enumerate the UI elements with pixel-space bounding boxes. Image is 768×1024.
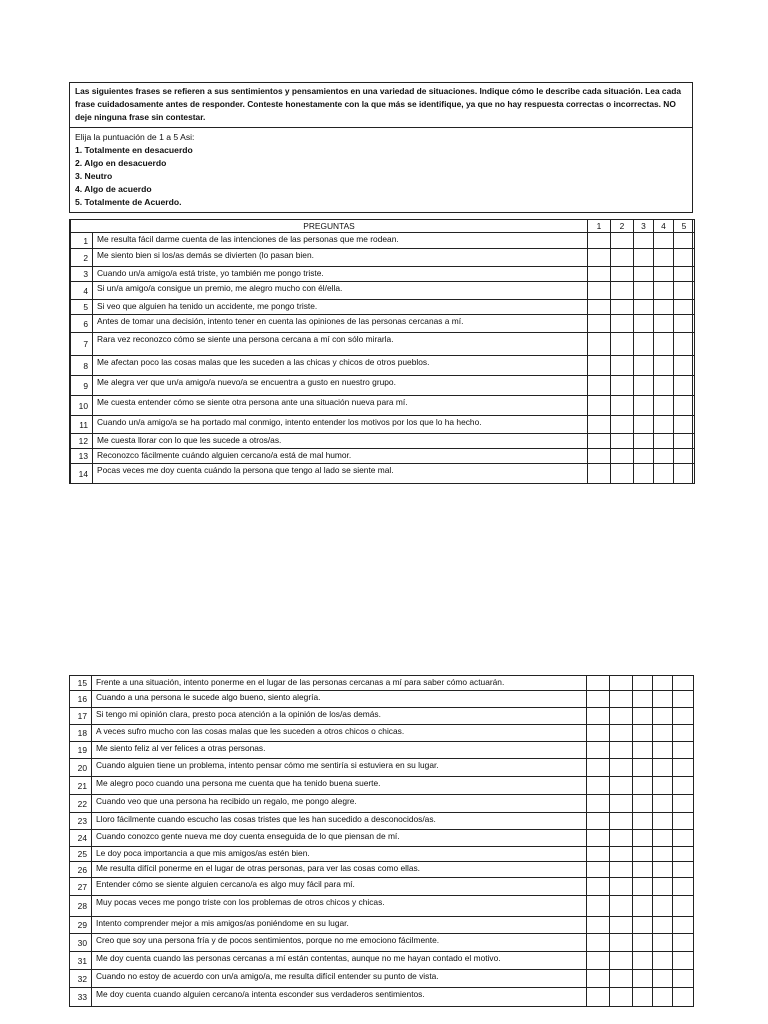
score-cell-3[interactable]	[633, 725, 653, 742]
score-cell-4[interactable]	[653, 691, 673, 708]
score-cell-5[interactable]	[674, 315, 695, 333]
question-text: Intento comprender mejor a mis amigos/as poniéndome en su lugar.	[92, 917, 587, 934]
score-cell-2[interactable]	[610, 777, 633, 795]
scale-option-1: 1. Totalmente en desacuerdo	[75, 145, 193, 155]
question-number: 19	[70, 742, 92, 759]
score-cell-4[interactable]	[654, 267, 674, 282]
question-row	[71, 233, 695, 249]
score-cell-4[interactable]	[654, 300, 674, 315]
score-cell-4[interactable]	[653, 847, 673, 862]
score-cell-3[interactable]	[634, 434, 654, 449]
question-number: 5	[71, 300, 93, 315]
question-number: 6	[71, 315, 93, 333]
score-cell-4[interactable]	[654, 449, 674, 464]
question-text: Cuando alguien tiene un problema, intento pensar cómo me sentiría si estuviera en su lugar.	[92, 759, 587, 777]
score-cell-2[interactable]	[610, 676, 633, 691]
question-text: Cuando un/a amigo/a está triste, yo también me pongo triste.	[93, 267, 588, 282]
score-cell-1[interactable]	[587, 847, 610, 862]
score-cell-2[interactable]	[611, 416, 634, 434]
scale-title: Elija la puntuación de 1 a 5 Asi:	[75, 132, 195, 142]
question-text: Me afectan poco las cosas malas que les suceden a las chicas y chicos de otros pueblos.	[93, 356, 588, 376]
score-cell-5[interactable]	[674, 267, 695, 282]
score-cell-5[interactable]	[673, 759, 694, 777]
score-cell-2[interactable]	[610, 830, 633, 847]
question-row	[70, 691, 694, 708]
score-cell-4[interactable]	[654, 416, 674, 434]
score-cell-2[interactable]	[610, 847, 633, 862]
question-number: 13	[71, 449, 93, 464]
question-number: 2	[71, 249, 93, 267]
question-text: Muy pocas veces me pongo triste con los problemas de otros chicos y chicas.	[92, 896, 587, 917]
score-cell-4[interactable]	[653, 795, 673, 813]
score-cell-4[interactable]	[653, 862, 673, 878]
question-row	[70, 708, 694, 725]
question-number: 1	[71, 233, 93, 249]
question-row	[70, 917, 694, 934]
score-cell-2[interactable]	[610, 988, 633, 1007]
score-cell-2[interactable]	[610, 708, 633, 725]
score-cell-4[interactable]	[654, 333, 674, 356]
question-number: 3	[71, 267, 93, 282]
score-cell-5[interactable]	[673, 708, 694, 725]
question-row	[70, 759, 694, 777]
score-cell-1[interactable]	[587, 896, 610, 917]
question-text: Me siento bien si los/as demás se divierten (lo pasan bien.	[93, 249, 588, 267]
score-cell-2[interactable]	[611, 449, 634, 464]
score-cell-1[interactable]	[587, 878, 610, 896]
score-cell-3[interactable]	[634, 416, 654, 434]
score-cell-4[interactable]	[654, 249, 674, 267]
score-cell-5[interactable]	[673, 896, 694, 917]
question-text: Me alegra ver que un/a amigo/a nuevo/a se encuentra a gusto en nuestro grupo.	[93, 376, 588, 396]
score-cell-1[interactable]	[588, 300, 611, 315]
instructions-box	[69, 82, 693, 213]
score-cell-4[interactable]	[653, 970, 673, 988]
score-cell-2[interactable]	[610, 862, 633, 878]
question-number: 25	[70, 847, 92, 862]
questionnaire-table-part2	[69, 675, 693, 1007]
score-cell-2[interactable]	[611, 233, 634, 249]
score-cell-2[interactable]	[610, 691, 633, 708]
question-number: 26	[70, 862, 92, 878]
question-text: Si un/a amigo/a consigue un premio, me alegro mucho con él/ella.	[93, 282, 588, 300]
question-text: Me cuesta llorar con lo que les sucede a otros/as.	[93, 434, 588, 449]
question-number: 11	[71, 416, 93, 434]
score-cell-4[interactable]	[654, 315, 674, 333]
score-cell-2[interactable]	[611, 376, 634, 396]
question-row	[71, 416, 695, 434]
question-number: 24	[70, 830, 92, 847]
score-cell-2[interactable]	[611, 396, 634, 416]
score-cell-5[interactable]	[674, 396, 695, 416]
score-cell-1[interactable]	[588, 356, 611, 376]
question-text: Rara vez reconozco cómo se siente una persona cercana a mí con sólo mirarla.	[93, 333, 588, 356]
score-cell-3[interactable]	[634, 449, 654, 464]
question-row	[70, 725, 694, 742]
score-cell-3[interactable]	[634, 376, 654, 396]
question-number: 27	[70, 878, 92, 896]
question-text: Lloro fácilmente cuando escucho las cosas tristes que les han sucedido a desconocidos/as.	[92, 813, 587, 830]
question-row	[70, 777, 694, 795]
score-cell-1[interactable]	[587, 742, 610, 759]
score-cell-3[interactable]	[633, 813, 653, 830]
scale-option-3: 3. Neutro	[75, 171, 113, 181]
question-row	[71, 464, 695, 484]
question-row	[71, 396, 695, 416]
question-number: 20	[70, 759, 92, 777]
question-row	[71, 300, 695, 315]
score-cell-1[interactable]	[588, 233, 611, 249]
score-cell-5[interactable]	[673, 830, 694, 847]
score-cell-4[interactable]	[654, 434, 674, 449]
score-cell-5[interactable]	[673, 878, 694, 896]
questionnaire-table-part1	[69, 219, 693, 484]
score-cell-1[interactable]	[587, 759, 610, 777]
score-cell-3[interactable]	[633, 988, 653, 1007]
question-row	[71, 356, 695, 376]
question-row	[70, 862, 694, 878]
question-number: 9	[71, 376, 93, 396]
score-cell-3[interactable]	[634, 249, 654, 267]
score-cell-1[interactable]	[588, 267, 611, 282]
question-row	[71, 434, 695, 449]
score-cell-5[interactable]	[673, 725, 694, 742]
score-cell-3[interactable]	[633, 742, 653, 759]
question-text: Cuando veo que una persona ha recibido un regalo, me pongo alegre.	[92, 795, 587, 813]
question-text: Si tengo mi opinión clara, presto poca atención a la opinión de los/as demás.	[92, 708, 587, 725]
score-header-3: 3	[634, 220, 654, 233]
score-header-4: 4	[654, 220, 674, 233]
question-text: Entender cómo se siente alguien cercano/a es algo muy fácil para mí.	[92, 878, 587, 896]
score-cell-1[interactable]	[588, 249, 611, 267]
question-text: Pocas veces me doy cuenta cuándo la persona que tengo al lado se siente mal.	[93, 464, 588, 484]
question-text: Cuando un/a amigo/a se ha portado mal conmigo, intento entender los motivos por los que lo ha hecho.	[93, 416, 588, 434]
score-cell-3[interactable]	[634, 315, 654, 333]
question-text: Frente a una situación, intento ponerme en el lugar de las personas cercanas a mí para saber cómo actuarán.	[92, 676, 587, 691]
score-cell-3[interactable]	[634, 300, 654, 315]
score-cell-5[interactable]	[673, 795, 694, 813]
score-cell-3[interactable]	[633, 676, 653, 691]
question-text: Me siento feliz al ver felices a otras personas.	[92, 742, 587, 759]
score-cell-3[interactable]	[633, 847, 653, 862]
score-cell-3[interactable]	[633, 952, 653, 970]
score-cell-3[interactable]	[633, 878, 653, 896]
score-cell-5[interactable]	[674, 449, 695, 464]
table-header-row	[71, 220, 695, 233]
question-row	[70, 847, 694, 862]
score-cell-4[interactable]	[653, 878, 673, 896]
score-cell-4[interactable]	[653, 813, 673, 830]
scale-option-5: 5. Totalmente de Acuerdo.	[75, 197, 182, 207]
question-row	[71, 282, 695, 300]
question-text: Me doy cuenta cuando alguien cercano/a intenta esconder sus verdaderos sentimientos.	[92, 988, 587, 1007]
question-row	[71, 249, 695, 267]
score-cell-2[interactable]	[611, 315, 634, 333]
question-number: 30	[70, 934, 92, 952]
score-cell-5[interactable]	[674, 300, 695, 315]
question-number: 16	[70, 691, 92, 708]
score-cell-3[interactable]	[634, 233, 654, 249]
scale-option-2: 2. Algo en desacuerdo	[75, 158, 167, 168]
score-cell-3[interactable]	[634, 356, 654, 376]
score-cell-1[interactable]	[587, 725, 610, 742]
question-row	[70, 742, 694, 759]
score-cell-2[interactable]	[611, 464, 634, 484]
score-cell-2[interactable]	[610, 742, 633, 759]
question-text: Me resulta difícil ponerme en el lugar de otras personas, para ver las cosas como ellas.	[92, 862, 587, 878]
score-cell-5[interactable]	[673, 676, 694, 691]
score-header-1: 1	[588, 220, 611, 233]
score-cell-4[interactable]	[653, 708, 673, 725]
question-text: Me cuesta entender cómo se siente otra persona ante una situación nueva para mí.	[93, 396, 588, 416]
score-cell-5[interactable]	[674, 434, 695, 449]
score-cell-2[interactable]	[611, 356, 634, 376]
score-cell-3[interactable]	[633, 708, 653, 725]
score-cell-3[interactable]	[633, 934, 653, 952]
score-cell-1[interactable]	[587, 934, 610, 952]
score-cell-5[interactable]	[673, 862, 694, 878]
question-text: Me alegro poco cuando una persona me cuenta que ha tenido buena suerte.	[92, 777, 587, 795]
question-text: Antes de tomar una decisión, intento tener en cuenta las opiniones de las personas cercanas a mí.	[93, 315, 588, 333]
question-row	[71, 376, 695, 396]
score-cell-2[interactable]	[611, 282, 634, 300]
question-text: Reconozco fácilmente cuándo alguien cercano/a está de mal humor.	[93, 449, 588, 464]
question-row	[70, 988, 694, 1007]
question-text: A veces sufro mucho con las cosas malas que les suceden a otros chicos o chicas.	[92, 725, 587, 742]
score-cell-4[interactable]	[654, 356, 674, 376]
question-row	[71, 449, 695, 464]
score-cell-3[interactable]	[634, 464, 654, 484]
score-cell-3[interactable]	[633, 862, 653, 878]
score-cell-2[interactable]	[611, 333, 634, 356]
question-text: Si veo que alguien ha tenido un accidente, me pongo triste.	[93, 300, 588, 315]
score-cell-4[interactable]	[653, 934, 673, 952]
question-text: Me resulta fácil darme cuenta de las intenciones de las personas que me rodean.	[93, 233, 588, 249]
score-cell-3[interactable]	[633, 759, 653, 777]
score-cell-1[interactable]	[588, 449, 611, 464]
score-cell-1[interactable]	[587, 691, 610, 708]
scale-legend	[70, 128, 692, 212]
score-cell-5[interactable]	[673, 847, 694, 862]
score-cell-5[interactable]	[673, 777, 694, 795]
question-number: 23	[70, 813, 92, 830]
score-cell-3[interactable]	[634, 282, 654, 300]
score-cell-4[interactable]	[654, 376, 674, 396]
score-cell-1[interactable]	[587, 676, 610, 691]
score-cell-2[interactable]	[610, 934, 633, 952]
question-number: 18	[70, 725, 92, 742]
question-number: 12	[71, 434, 93, 449]
question-number: 33	[70, 988, 92, 1007]
score-cell-3[interactable]	[634, 396, 654, 416]
score-cell-3[interactable]	[634, 267, 654, 282]
instructions-paragraph: Las siguientes frases se refieren a sus sentimientos y pensamientos en una variedad de situaciones. Indique cómo le describe cada situación. Lea cada frase cuidadosamente antes de responder. Conteste honestamente con la que más se identifique, ya que no hay respuesta correctas o incorrectas. NO deje ninguna frase sin contestar.	[70, 83, 692, 128]
score-cell-1[interactable]	[587, 917, 610, 934]
score-cell-4[interactable]	[654, 396, 674, 416]
question-number: 15	[70, 676, 92, 691]
score-cell-4[interactable]	[653, 777, 673, 795]
score-cell-2[interactable]	[610, 813, 633, 830]
score-cell-4[interactable]	[653, 830, 673, 847]
question-text: Le doy poca importancia a que mis amigos/as estén bien.	[92, 847, 587, 862]
question-text: Cuando conozco gente nueva me doy cuenta enseguida de lo que piensan de mí.	[92, 830, 587, 847]
score-cell-1[interactable]	[588, 333, 611, 356]
score-cell-4[interactable]	[653, 676, 673, 691]
score-cell-1[interactable]	[587, 988, 610, 1007]
question-number: 17	[70, 708, 92, 725]
question-row	[70, 952, 694, 970]
score-cell-1[interactable]	[588, 282, 611, 300]
score-cell-4[interactable]	[654, 233, 674, 249]
score-cell-2[interactable]	[610, 952, 633, 970]
question-number: 31	[70, 952, 92, 970]
score-header-5: 5	[674, 220, 695, 233]
score-cell-5[interactable]	[673, 934, 694, 952]
score-cell-5[interactable]	[674, 464, 695, 484]
question-number: 21	[70, 777, 92, 795]
score-cell-2[interactable]	[611, 267, 634, 282]
score-cell-5[interactable]	[674, 356, 695, 376]
score-cell-3[interactable]	[633, 691, 653, 708]
question-number: 29	[70, 917, 92, 934]
score-cell-1[interactable]	[587, 952, 610, 970]
scale-option-4: 4. Algo de acuerdo	[75, 184, 152, 194]
score-cell-4[interactable]	[653, 742, 673, 759]
question-text: Creo que soy una persona fría y de pocos sentimientos, porque no me emociono fácilmente.	[92, 934, 587, 952]
score-cell-5[interactable]	[674, 249, 695, 267]
question-number: 22	[70, 795, 92, 813]
question-number: 14	[71, 464, 93, 484]
question-row	[71, 333, 695, 356]
score-header-2: 2	[611, 220, 634, 233]
score-cell-1[interactable]	[588, 376, 611, 396]
question-row	[70, 934, 694, 952]
score-cell-3[interactable]	[633, 896, 653, 917]
score-cell-1[interactable]	[587, 830, 610, 847]
score-cell-1[interactable]	[587, 970, 610, 988]
score-cell-1[interactable]	[587, 708, 610, 725]
score-cell-5[interactable]	[673, 813, 694, 830]
score-cell-2[interactable]	[610, 970, 633, 988]
question-number: 8	[71, 356, 93, 376]
question-number: 7	[71, 333, 93, 356]
question-row	[70, 676, 694, 691]
score-cell-3[interactable]	[633, 795, 653, 813]
score-cell-5[interactable]	[674, 416, 695, 434]
score-cell-2[interactable]	[610, 725, 633, 742]
score-cell-1[interactable]	[588, 315, 611, 333]
score-cell-2[interactable]	[610, 917, 633, 934]
question-number: 4	[71, 282, 93, 300]
score-cell-2[interactable]	[610, 795, 633, 813]
questions-header: PREGUNTAS	[71, 220, 588, 233]
score-cell-4[interactable]	[653, 988, 673, 1007]
question-row	[70, 813, 694, 830]
score-cell-4[interactable]	[653, 896, 673, 917]
score-cell-1[interactable]	[587, 795, 610, 813]
score-cell-5[interactable]	[673, 742, 694, 759]
score-cell-1[interactable]	[588, 434, 611, 449]
question-row	[71, 267, 695, 282]
score-cell-4[interactable]	[653, 917, 673, 934]
score-cell-3[interactable]	[633, 970, 653, 988]
score-cell-4[interactable]	[653, 759, 673, 777]
question-number: 10	[71, 396, 93, 416]
score-cell-3[interactable]	[633, 830, 653, 847]
question-row	[70, 830, 694, 847]
score-cell-2[interactable]	[611, 300, 634, 315]
question-row	[70, 970, 694, 988]
score-cell-4[interactable]	[654, 282, 674, 300]
score-cell-1[interactable]	[588, 464, 611, 484]
question-text: Cuando a una persona le sucede algo bueno, siento alegría.	[92, 691, 587, 708]
score-cell-5[interactable]	[674, 233, 695, 249]
score-cell-2[interactable]	[610, 878, 633, 896]
score-cell-4[interactable]	[653, 725, 673, 742]
score-cell-5[interactable]	[674, 282, 695, 300]
question-row	[70, 878, 694, 896]
score-cell-5[interactable]	[674, 376, 695, 396]
score-cell-2[interactable]	[611, 249, 634, 267]
score-cell-5[interactable]	[673, 691, 694, 708]
score-cell-5[interactable]	[673, 952, 694, 970]
score-cell-3[interactable]	[633, 777, 653, 795]
question-text: Cuando no estoy de acuerdo con un/a amigo/a, me resulta difícil entender su punto de vista.	[92, 970, 587, 988]
question-number: 32	[70, 970, 92, 988]
question-text: Me doy cuenta cuando las personas cercanas a mí están contentas, aunque no me hayan contado el motivo.	[92, 952, 587, 970]
score-cell-3[interactable]	[634, 333, 654, 356]
score-cell-2[interactable]	[610, 759, 633, 777]
score-cell-2[interactable]	[610, 896, 633, 917]
score-cell-5[interactable]	[673, 917, 694, 934]
score-cell-4[interactable]	[653, 952, 673, 970]
score-cell-1[interactable]	[587, 813, 610, 830]
score-cell-3[interactable]	[633, 917, 653, 934]
score-cell-1[interactable]	[588, 416, 611, 434]
question-row	[71, 315, 695, 333]
score-cell-1[interactable]	[587, 862, 610, 878]
score-cell-5[interactable]	[674, 333, 695, 356]
score-cell-1[interactable]	[588, 396, 611, 416]
score-cell-1[interactable]	[587, 777, 610, 795]
question-number: 28	[70, 896, 92, 917]
score-cell-5[interactable]	[673, 970, 694, 988]
question-row	[70, 896, 694, 917]
question-row	[70, 795, 694, 813]
score-cell-2[interactable]	[611, 434, 634, 449]
score-cell-5[interactable]	[673, 988, 694, 1007]
score-cell-4[interactable]	[654, 464, 674, 484]
